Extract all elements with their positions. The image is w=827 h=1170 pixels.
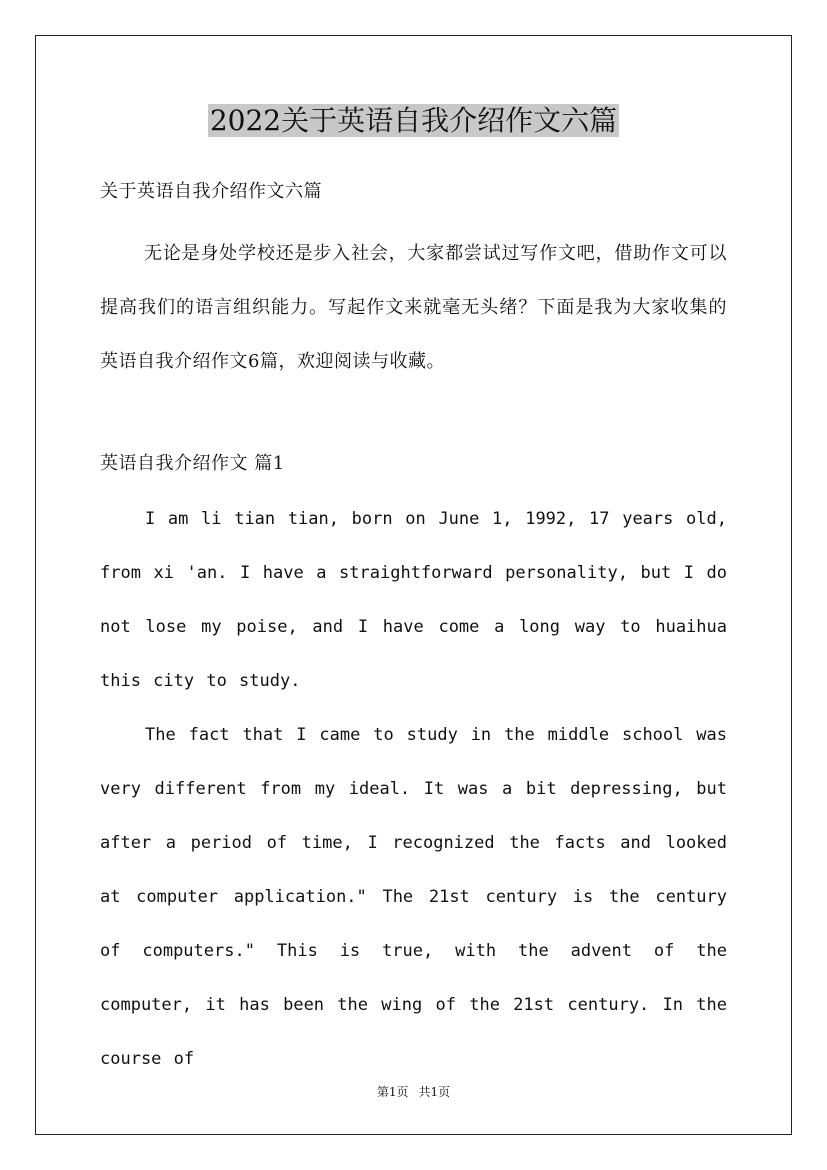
document-title xyxy=(0,100,827,142)
document-subtitle: 关于英语自我介绍作文六篇 xyxy=(100,181,322,202)
page-footer xyxy=(0,1083,827,1101)
essay-paragraph-2: The fact that I came to study in the middle school was very different from my ideal. It was a bit depressing, but after a period of time, I recognized the facts and looked at computer application." The 21st century is the century of computers." This is true, with the advent of the computer, it has been the wing of the 21st century. In the course of xyxy=(100,725,727,1069)
section-heading: 英语自我介绍作文 篇1 xyxy=(100,453,285,474)
document-title-text: 2022关于英语自我介绍作文六篇 xyxy=(209,104,618,137)
essay-paragraph-1: I am li tian tian, born on June 1, 1992, 17 years old, from xi 'an. I have a straightforward personality, but I do not lose my poise, and I have come a long way to huaihua this city to study. xyxy=(100,509,727,691)
page-total: 共1页 xyxy=(418,1085,451,1099)
page-number: 第1页 xyxy=(376,1085,409,1099)
intro-paragraph: 无论是身处学校还是步入社会，大家都尝试过写作文吧，借助作文可以提高我们的语言组织能力。写起作文来就毫无头绪？下面是我为大家收集的英语自我介绍作文6篇，欢迎阅读与收藏。 xyxy=(100,243,727,372)
